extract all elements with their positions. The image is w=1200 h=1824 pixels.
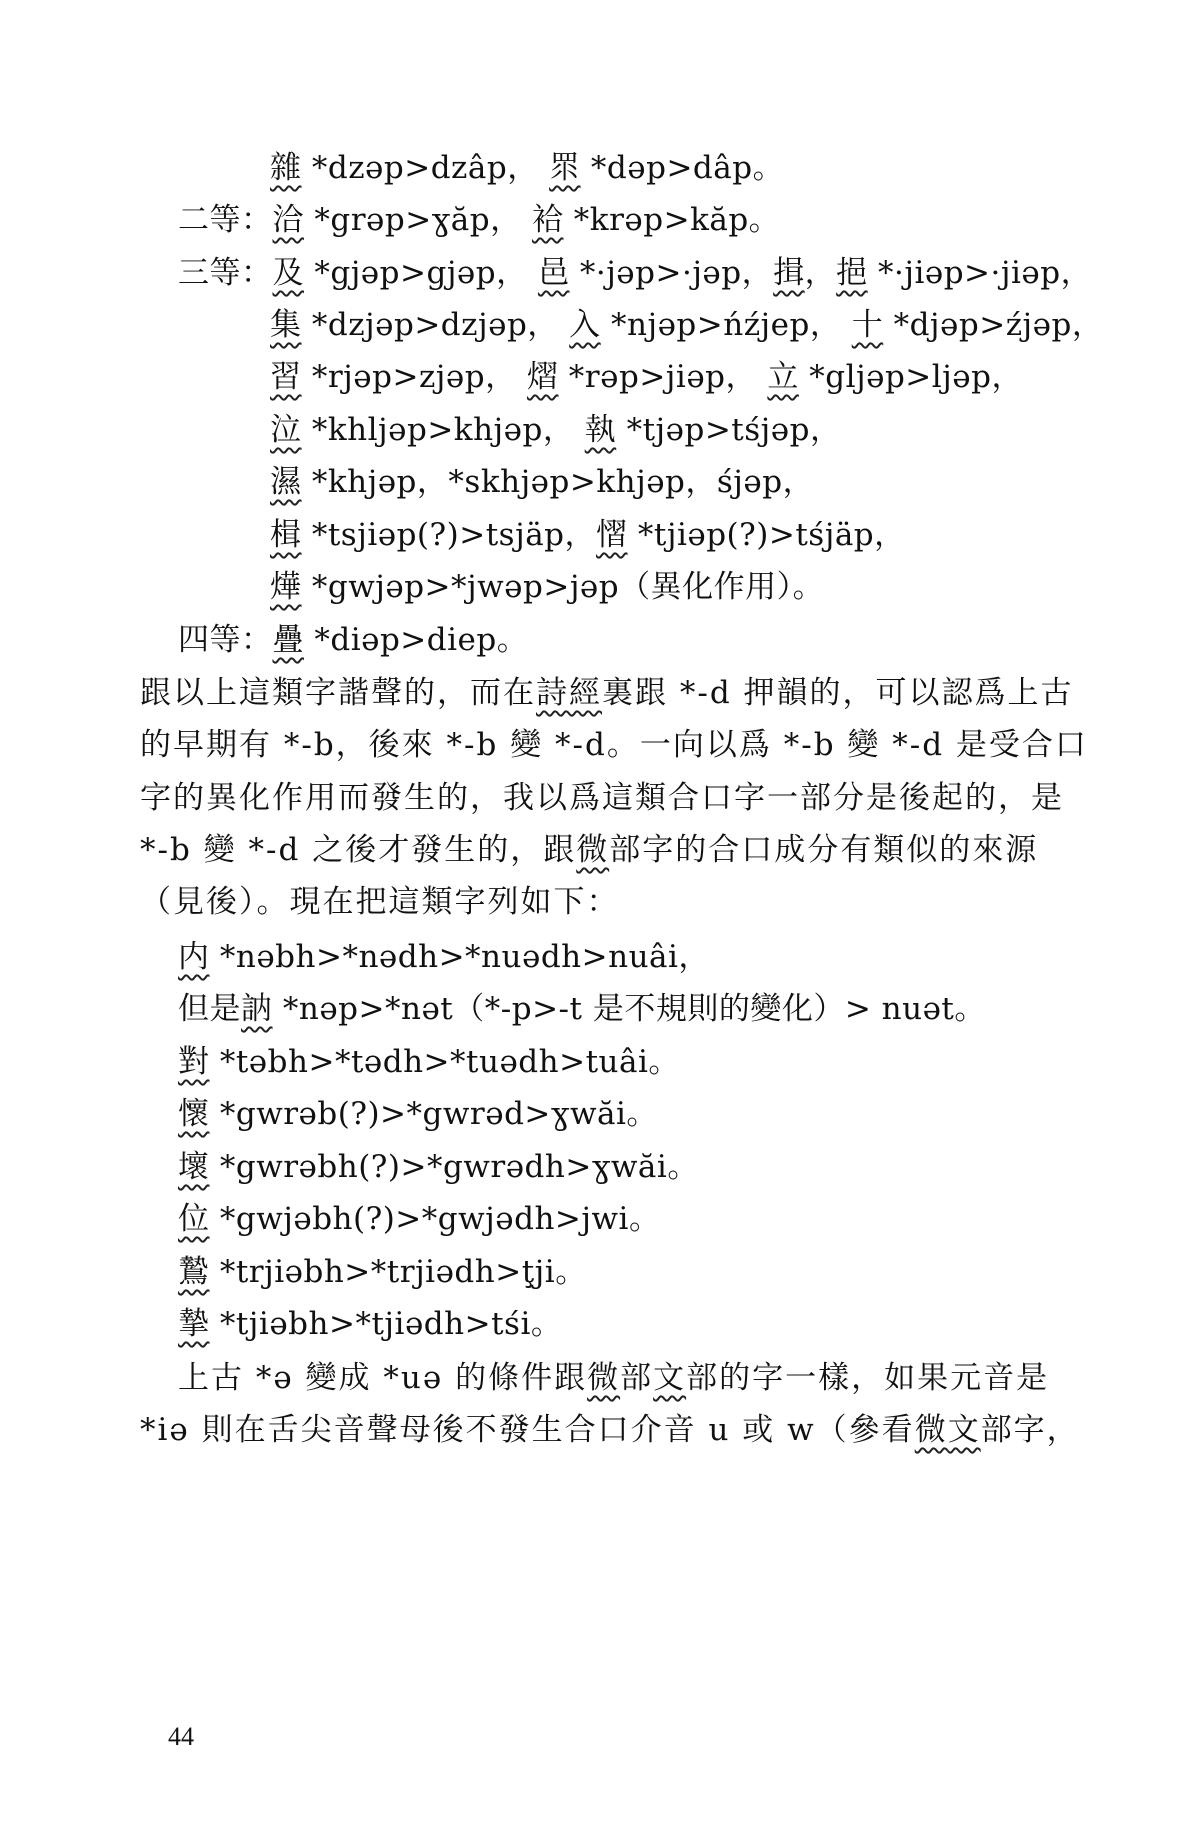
entry-line <box>178 200 780 240</box>
head-char: 洽 <box>272 202 304 238</box>
text: 字的異化作用而發生的，我以爲這類合口字一部分是後起的，是 <box>140 780 1064 816</box>
grade-label: 四等： <box>178 622 273 658</box>
reconstruction: *dzəp>dzâp， <box>301 150 539 186</box>
text: 部的字一樣，如果元音是 <box>686 1360 1050 1396</box>
head-char: 邑 <box>537 255 570 291</box>
paragraph-line <box>140 1410 1100 1450</box>
entry-line <box>270 462 814 502</box>
text: 部 <box>620 1360 654 1396</box>
reconstruction: *grəp>ɣăp， <box>304 202 522 238</box>
head-char: 揖 <box>773 255 805 291</box>
grade-label: 三等： <box>178 255 273 291</box>
reconstruction: *tjəp>tśjəp， <box>616 412 842 448</box>
head-char: 及 <box>272 255 304 291</box>
head-char: 懷 <box>178 1096 210 1132</box>
paragraph-line <box>140 830 1100 870</box>
text: 部字的合口成分有類似的來源 <box>609 832 1039 868</box>
paragraph-line <box>140 778 1100 818</box>
head-char: 摯 <box>178 1306 210 1342</box>
head-char: 立 <box>767 359 799 395</box>
head-char: 燁 <box>270 569 302 605</box>
book-title: 詩經 <box>536 675 602 711</box>
paragraph-line <box>140 725 1100 765</box>
head-char: 訥 <box>241 991 273 1027</box>
list-line <box>178 1252 587 1292</box>
text: 部字， <box>980 1412 1080 1448</box>
rhyme-group: 文 <box>653 1360 687 1396</box>
text: 裏跟 *-d 押韻的，可以認爲上古 <box>602 675 1074 711</box>
entry-line <box>270 357 1023 397</box>
head-char: 十 <box>851 307 884 343</box>
reconstruction: *gjəp>gjəp， <box>304 255 528 291</box>
grade-label: 二等： <box>178 202 273 238</box>
text: 上古 *ə 變成 *uə 的條件跟 <box>178 1360 588 1396</box>
reconstruction: *gljəp>ljəp， <box>798 359 1023 395</box>
entry-line <box>270 515 906 555</box>
list-line <box>178 1042 680 1082</box>
reconstruction: *nəbh>*nədh>*nuədh>nuâi， <box>209 939 710 975</box>
reconstruction: *khjəp，*skhjəp>khjəp，śjəp， <box>301 464 815 500</box>
head-char: 慴 <box>596 517 628 553</box>
reconstruction: *khljəp>khjəp， <box>301 412 575 448</box>
list-line <box>178 989 986 1029</box>
head-char: 熠 <box>526 359 559 395</box>
reconstruction: *rjəp>zjəp， <box>301 359 517 395</box>
text: 的早期有 *-b，後來 *-b 變 *-d。一向以爲 *-b 變 *-d 是受合口 <box>140 727 1088 763</box>
entry-line <box>270 305 1103 345</box>
head-char: 壞 <box>178 1149 210 1185</box>
entry-line <box>178 620 528 660</box>
paragraph-line <box>140 882 1100 922</box>
paragraph-line <box>140 673 1100 713</box>
reconstruction: *təbh>*tədh>*tuədh>tuâi。 <box>209 1044 680 1080</box>
punctuation: ， <box>804 255 837 291</box>
rhyme-group: 微 <box>587 1360 621 1396</box>
list-line <box>178 1147 699 1187</box>
reconstruction: *·jiəp>·jiəp， <box>867 255 1093 291</box>
list-line <box>178 937 710 977</box>
reconstruction: *rəp>jiəp， <box>558 359 758 395</box>
head-char: 疊 <box>272 622 304 658</box>
prefix: 但是 <box>178 991 241 1027</box>
head-char: 袷 <box>531 202 564 238</box>
head-char: 濕 <box>270 464 302 500</box>
reconstruction: *gwjəp>*jwəp>jəp（異化作用）。 <box>301 569 825 605</box>
head-char: 挹 <box>836 255 868 291</box>
text: *-b 變 *-d 之後才發生的，跟 <box>140 832 577 868</box>
paragraph-line <box>178 1358 1138 1398</box>
reconstruction: *tjiəp(?)>tśjäp， <box>627 517 906 553</box>
reconstruction: *njəp>ńźjep， <box>600 307 842 343</box>
rhyme-group: 文 <box>947 1412 981 1448</box>
entry-line <box>270 148 784 188</box>
reconstruction: *dəp>dâp。 <box>580 150 785 186</box>
list-line <box>178 1094 658 1134</box>
entry-line <box>270 567 824 607</box>
head-char: 鷙 <box>178 1254 210 1290</box>
head-char: 執 <box>584 412 617 448</box>
page-number: 44 <box>168 1722 194 1751</box>
head-char: 對 <box>178 1044 210 1080</box>
list-line <box>178 1199 660 1239</box>
rhyme-group: 微 <box>914 1412 948 1448</box>
head-char: 泣 <box>270 412 302 448</box>
reconstruction: *nəp>*nət（*-p>-t 是不規則的變化）> nuət。 <box>272 991 986 1027</box>
reconstruction: *tsjiəp(?)>tsjäp， <box>301 517 597 553</box>
reconstruction: *·jəp>·jəp， <box>569 255 774 291</box>
head-char: 眔 <box>549 150 581 186</box>
reconstruction: *tjiəbh>*tjiədh>tśi。 <box>209 1306 563 1342</box>
reconstruction: *dzjəp>dzjəp， <box>301 307 559 343</box>
reconstruction: *krəp>kăp。 <box>563 202 781 238</box>
head-char: 習 <box>270 359 302 395</box>
head-char: 位 <box>178 1201 210 1237</box>
head-char: 内 <box>178 939 210 975</box>
entry-line <box>178 253 1092 293</box>
list-line <box>178 1304 562 1344</box>
reconstruction: *trjiəbh>*trjiədh>ţji。 <box>209 1254 587 1290</box>
reconstruction: *djəp>źjəp， <box>883 307 1104 343</box>
head-char: 雜 <box>270 150 302 186</box>
reconstruction: *gwjəbh(?)>*gwjədh>jwi。 <box>209 1201 661 1237</box>
head-char: 入 <box>569 307 601 343</box>
reconstruction: *diəp>diep。 <box>304 622 529 658</box>
text: *iə 則在舌尖音聲母後不發生合口介音 u 或 w（參看 <box>140 1412 915 1448</box>
text: （見後）。現在把這類字列如下： <box>140 884 620 920</box>
rhyme-group: 微 <box>576 832 610 868</box>
text: 跟以上這類字諧聲的，而在 <box>140 675 536 711</box>
head-char: 集 <box>270 307 302 343</box>
reconstruction: *gwrəbh(?)>*gwrədh>ɣwăi。 <box>209 1149 699 1185</box>
reconstruction: *gwrəb(?)>*gwrəd>ɣwăi。 <box>209 1096 658 1132</box>
entry-line <box>270 410 841 450</box>
head-char: 楫 <box>270 517 302 553</box>
